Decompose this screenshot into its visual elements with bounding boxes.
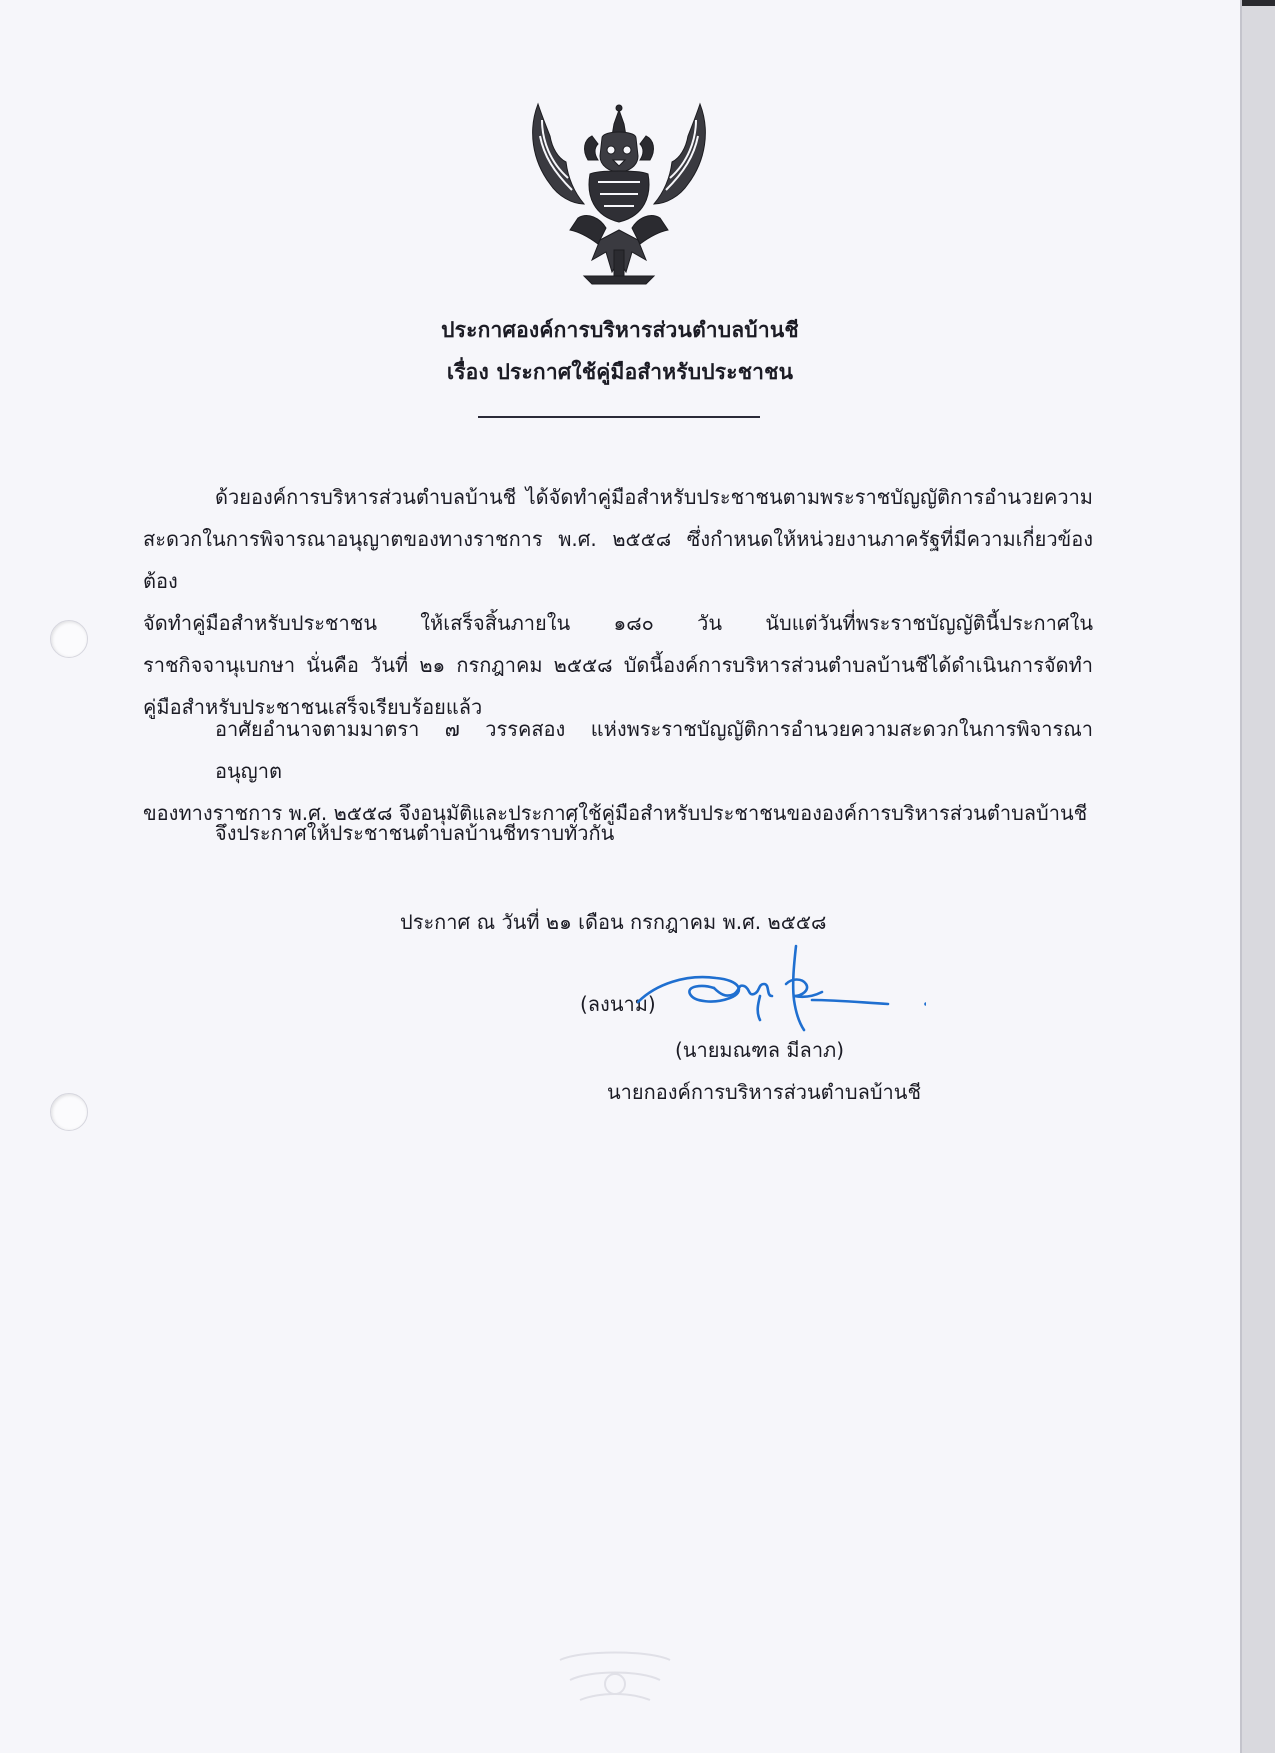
announcement-date: ประกาศ ณ วันที่ ๒๑ เดือน กรกฎาคม พ.ศ. ๒๕๕๘	[400, 910, 827, 934]
punch-hole-top	[50, 620, 88, 658]
signed-label: (ลงนาม)	[580, 992, 656, 1016]
handwritten-signature-icon	[636, 944, 926, 1034]
garuda-emblem-icon	[528, 100, 710, 286]
paragraph-1-line: คู่มือสำหรับประชาชนเสร็จเรียบร้อยแล้ว	[143, 695, 483, 719]
paragraph-1-line: ด้วยองค์การบริหารส่วนตำบลบ้านชี ได้จัดทำคู่มือสำหรับประชาชนตามพระราชบัญญัติการอำนวยความ	[215, 485, 1093, 509]
paragraph-2-line: ของทางราชการ พ.ศ. ๒๕๕๘ จึงอนุมัติและประกาศใช้คู่มือสำหรับประชาชนขององค์การบริหารส่วนตำบลบ้านชี	[143, 801, 1088, 825]
heading-divider	[478, 416, 760, 418]
signer-title: นายกองค์การบริหารส่วนตำบลบ้านชี	[607, 1080, 922, 1104]
document-subject: เรื่อง ประกาศใช้คู่มือสำหรับประชาชน	[446, 360, 794, 384]
paragraph-2-line: อาศัยอำนาจตามมาตรา ๗ วรรคสอง แห่งพระราชบัญญัติการอำนวยความสะดวกในการพิจารณาอนุญาต	[215, 717, 1093, 783]
paragraph-1-line: สะดวกในการพิจารณาอนุญาตของทางราชการ พ.ศ. ๒๕๕๘ ซึ่งกำหนดให้หน่วยงานภาครัฐที่มีความเกี่ยวข้องต้อง	[143, 527, 1093, 593]
paper-edge	[1240, 0, 1242, 1753]
closing-statement: จึงประกาศให้ประชาชนตำบลบ้านชีทราบทั่วกัน	[215, 821, 615, 845]
signer-name: (นายมณฑล มีลาภ)	[675, 1038, 845, 1062]
scan-corner-mark	[1242, 0, 1275, 6]
paragraph-1	[143, 476, 1093, 728]
document-heading: ประกาศองค์การบริหารส่วนตำบลบ้านชี	[441, 318, 799, 342]
paragraph-1-line: ราชกิจจานุเบกษา นั่นคือ วันที่ ๒๑ กรกฎาคม ๒๕๕๘ บัดนี้องค์การบริหารส่วนตำบลบ้านชีได้ดำเนินการจัดทำ	[143, 653, 1093, 677]
paragraph-1-line: จัดทำคู่มือสำหรับประชาชน ให้เสร็จสิ้นภายใน ๑๘๐ วัน นับแต่วันที่พระราชบัญญัตินี้ประกาศใน	[143, 611, 1093, 635]
punch-hole-bottom	[50, 1093, 88, 1131]
embossed-seal-icon	[540, 1640, 690, 1720]
scan-margin	[1240, 0, 1275, 1753]
